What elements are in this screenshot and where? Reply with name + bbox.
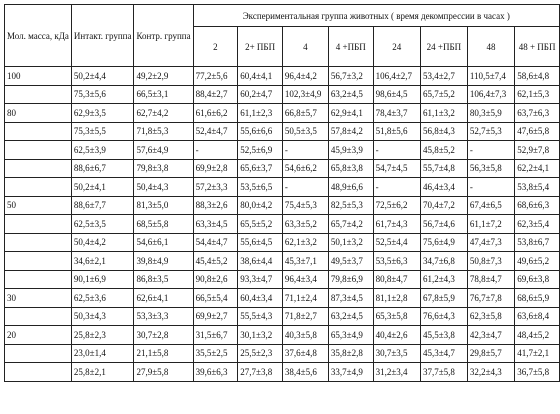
value-cell: 57,8±4,2 xyxy=(328,122,373,141)
mol-mass-cell xyxy=(5,85,72,104)
value-cell: 62,5±3,6 xyxy=(71,289,134,308)
value-cell: 63,3±4,5 xyxy=(193,215,238,234)
value-cell: 110,5±7,4 xyxy=(467,67,514,86)
col-header-mol-mass: Мол. масса, кДа xyxy=(5,5,72,67)
col-header-time: 4 +ПБП xyxy=(328,27,373,67)
value-cell: 88,6±7,7 xyxy=(71,196,134,215)
value-cell: 30,1±3,2 xyxy=(238,326,283,345)
value-cell: 90,1±6,9 xyxy=(71,270,134,289)
value-cell: 60,2±4,7 xyxy=(238,85,283,104)
value-cell: 78,8±4,7 xyxy=(467,270,514,289)
value-cell: - xyxy=(193,141,238,160)
value-cell: 62,6±4,1 xyxy=(134,289,193,308)
value-cell: 80,0±4,2 xyxy=(238,196,283,215)
value-cell: 40,4±2,6 xyxy=(373,326,420,345)
table-body xyxy=(5,67,560,382)
value-cell: 31,2±3,4 xyxy=(373,363,420,382)
value-cell: 38,6±4,4 xyxy=(238,252,283,271)
value-cell: 55,5±4,3 xyxy=(238,307,283,326)
value-cell: 48,9±6,6 xyxy=(328,178,373,197)
value-cell: 65,3±4,9 xyxy=(328,326,373,345)
table-row xyxy=(5,270,560,289)
value-cell: 77,2±5,6 xyxy=(193,67,238,86)
value-cell: 65,7±5,2 xyxy=(420,85,467,104)
value-cell: 71,1±2,4 xyxy=(282,289,328,308)
value-cell: 75,4±5,3 xyxy=(282,196,328,215)
value-cell: 55,6±6,6 xyxy=(238,122,283,141)
value-cell: 53,4±2,7 xyxy=(420,67,467,86)
header-row-1 xyxy=(5,5,560,27)
value-cell: 61,6±6,2 xyxy=(193,104,238,123)
mol-mass-cell xyxy=(5,307,72,326)
value-cell: 62,9±3,5 xyxy=(71,104,134,123)
value-cell: 62,5±3,9 xyxy=(71,141,134,160)
mol-mass-cell: 30 xyxy=(5,289,72,308)
table-row xyxy=(5,344,560,363)
table-row xyxy=(5,289,560,308)
value-cell: 63,3±5,2 xyxy=(282,215,328,234)
value-cell: 61,1±3,2 xyxy=(420,104,467,123)
table-row xyxy=(5,104,560,123)
value-cell: 45,3±7,1 xyxy=(282,252,328,271)
mol-mass-cell: 20 xyxy=(5,326,72,345)
value-cell: - xyxy=(282,178,328,197)
value-cell: 81,3±5,0 xyxy=(134,196,193,215)
value-cell: 68,6±6,3 xyxy=(515,196,560,215)
value-cell: 39,6±6,3 xyxy=(193,363,238,382)
value-cell: 62,5±3,5 xyxy=(71,215,134,234)
value-cell: 39,8±4,9 xyxy=(134,252,193,271)
mol-mass-cell: 100 xyxy=(5,67,72,86)
value-cell: 79,8±3,8 xyxy=(134,159,193,178)
mol-mass-cell xyxy=(5,252,72,271)
value-cell: 69,9±2,7 xyxy=(193,307,238,326)
value-cell: 75,6±4,9 xyxy=(420,233,467,252)
results-table xyxy=(4,4,560,382)
value-cell: 88,4±2,7 xyxy=(193,85,238,104)
value-cell: 49,2±2,9 xyxy=(134,67,193,86)
value-cell: 31,5±6,7 xyxy=(193,326,238,345)
value-cell: 57,6±4,9 xyxy=(134,141,193,160)
table-row xyxy=(5,363,560,382)
value-cell: 106,4±7,3 xyxy=(467,85,514,104)
value-cell: 63,7±6,3 xyxy=(515,104,560,123)
value-cell: 29,8±5,7 xyxy=(467,344,514,363)
value-cell: 49,5±3,7 xyxy=(328,252,373,271)
value-cell: 81,1±2,8 xyxy=(373,289,420,308)
mol-mass-cell xyxy=(5,363,72,382)
mol-mass-cell xyxy=(5,215,72,234)
value-cell: 58,6±4,8 xyxy=(515,67,560,86)
col-header-intact: Интакт. группа xyxy=(71,5,134,67)
value-cell: 34,7±6,8 xyxy=(420,252,467,271)
table-row xyxy=(5,85,560,104)
value-cell: 72,5±6,2 xyxy=(373,196,420,215)
value-cell: 46,4±3,4 xyxy=(420,178,467,197)
mol-mass-cell xyxy=(5,344,72,363)
mol-mass-cell: 80 xyxy=(5,104,72,123)
value-cell: 52,4±4,7 xyxy=(193,122,238,141)
value-cell: 68,5±5,8 xyxy=(134,215,193,234)
table-row xyxy=(5,215,560,234)
table-row xyxy=(5,178,560,197)
value-cell: 62,1±3,2 xyxy=(282,233,328,252)
value-cell: 60,4±3,4 xyxy=(238,289,283,308)
value-cell: 45,9±3,9 xyxy=(328,141,373,160)
value-cell: 56,8±4,3 xyxy=(420,122,467,141)
value-cell: 51,8±5,6 xyxy=(373,122,420,141)
value-cell: 42,3±4,7 xyxy=(467,326,514,345)
value-cell: 37,6±4,8 xyxy=(282,344,328,363)
value-cell: 71,8±5,3 xyxy=(134,122,193,141)
table-row xyxy=(5,326,560,345)
value-cell: 50,1±3,2 xyxy=(328,233,373,252)
value-cell: 98,6±4,5 xyxy=(373,85,420,104)
mol-mass-cell xyxy=(5,270,72,289)
value-cell: 37,7±5,8 xyxy=(420,363,467,382)
value-cell: 66,8±5,7 xyxy=(282,104,328,123)
value-cell: 45,5±3,8 xyxy=(420,326,467,345)
value-cell: 96,4±4,2 xyxy=(282,67,328,86)
value-cell: 96,4±3,4 xyxy=(282,270,328,289)
table-header xyxy=(5,5,560,67)
value-cell: 35,5±2,5 xyxy=(193,344,238,363)
mol-mass-cell xyxy=(5,141,72,160)
value-cell: 40,3±5,8 xyxy=(282,326,328,345)
value-cell: 88,6±6,7 xyxy=(71,159,134,178)
value-cell: 62,3±5,8 xyxy=(467,307,514,326)
value-cell: 41,7±2,1 xyxy=(515,344,560,363)
value-cell: 62,7±4,2 xyxy=(134,104,193,123)
value-cell: 25,8±2,3 xyxy=(71,326,134,345)
col-header-time: 48 xyxy=(467,27,514,67)
value-cell: 65,5±5,2 xyxy=(238,215,283,234)
value-cell: 25,5±2,3 xyxy=(238,344,283,363)
value-cell: 67,4±6,5 xyxy=(467,196,514,215)
value-cell: 62,9±4,1 xyxy=(328,104,373,123)
value-cell: 35,8±2,8 xyxy=(328,344,373,363)
value-cell: 53,5±6,3 xyxy=(373,252,420,271)
value-cell: 57,2±3,3 xyxy=(193,178,238,197)
value-cell: 56,3±5,8 xyxy=(467,159,514,178)
col-header-time: 24 +ПБП xyxy=(420,27,467,67)
col-header-time: 4 xyxy=(282,27,328,67)
value-cell: 60,4±4,1 xyxy=(238,67,283,86)
value-cell: 76,6±4,3 xyxy=(420,307,467,326)
value-cell: 50,2±4,4 xyxy=(71,67,134,86)
table-row xyxy=(5,252,560,271)
value-cell: 53,3±3,3 xyxy=(134,307,193,326)
value-cell: 52,7±5,3 xyxy=(467,122,514,141)
value-cell: 27,7±3,8 xyxy=(238,363,283,382)
value-cell: 65,6±3,7 xyxy=(238,159,283,178)
col-header-time: 2 xyxy=(193,27,238,67)
value-cell: 63,2±4,5 xyxy=(328,307,373,326)
value-cell: - xyxy=(467,141,514,160)
value-cell: 66,5±3,1 xyxy=(134,85,193,104)
value-cell: 47,4±7,3 xyxy=(467,233,514,252)
value-cell: 52,5±4,4 xyxy=(373,233,420,252)
value-cell: 54,6±6,1 xyxy=(134,233,193,252)
mol-mass-cell xyxy=(5,178,72,197)
value-cell: 25,8±2,1 xyxy=(71,363,134,382)
col-header-experimental-group: Экспериментальная группа животных ( время декомпрессии в часах ) xyxy=(193,5,559,27)
value-cell: 27,9±5,8 xyxy=(134,363,193,382)
value-cell: 36,7±5,8 xyxy=(515,363,560,382)
value-cell: 61,1±7,2 xyxy=(467,215,514,234)
value-cell: 62,3±5,4 xyxy=(515,215,560,234)
value-cell: 70,4±7,2 xyxy=(420,196,467,215)
value-cell: 80,3±5,9 xyxy=(467,104,514,123)
value-cell: - xyxy=(373,178,420,197)
value-cell: 79,8±6,9 xyxy=(328,270,373,289)
mol-mass-cell xyxy=(5,159,72,178)
value-cell: 50,8±7,3 xyxy=(467,252,514,271)
value-cell: 54,4±4,7 xyxy=(193,233,238,252)
value-cell: 50,4±4,3 xyxy=(134,178,193,197)
value-cell: 50,2±4,1 xyxy=(71,178,134,197)
value-cell: 86,8±3,5 xyxy=(134,270,193,289)
value-cell: 52,5±6,9 xyxy=(238,141,283,160)
value-cell: 69,6±3,8 xyxy=(515,270,560,289)
value-cell: 30,7±3,5 xyxy=(373,344,420,363)
value-cell: 23,0±1,4 xyxy=(71,344,134,363)
value-cell: 56,7±4,6 xyxy=(420,215,467,234)
table-row xyxy=(5,159,560,178)
value-cell: 54,6±6,2 xyxy=(282,159,328,178)
value-cell: 90,8±2,6 xyxy=(193,270,238,289)
mol-mass-cell xyxy=(5,122,72,141)
mol-mass-cell xyxy=(5,233,72,252)
value-cell: 93,3±4,7 xyxy=(238,270,283,289)
value-cell: 50,5±3,5 xyxy=(282,122,328,141)
value-cell: 52,9±7,8 xyxy=(515,141,560,160)
table-row xyxy=(5,307,560,326)
value-cell: 45,4±5,2 xyxy=(193,252,238,271)
value-cell: 50,3±4,3 xyxy=(71,307,134,326)
table-row xyxy=(5,196,560,215)
value-cell: 47,6±5,8 xyxy=(515,122,560,141)
table-row xyxy=(5,233,560,252)
value-cell: 30,7±2,8 xyxy=(134,326,193,345)
value-cell: 76,7±7,8 xyxy=(467,289,514,308)
value-cell: 102,3±4,9 xyxy=(282,85,328,104)
value-cell: 82,5±5,3 xyxy=(328,196,373,215)
value-cell: 53,5±6,5 xyxy=(238,178,283,197)
value-cell: 45,8±5,2 xyxy=(420,141,467,160)
value-cell: 33,7±4,9 xyxy=(328,363,373,382)
value-cell: 62,2±4,1 xyxy=(515,159,560,178)
value-cell: 78,4±3,7 xyxy=(373,104,420,123)
col-header-time: 48 + ПБП xyxy=(515,27,560,67)
value-cell: 65,3±5,8 xyxy=(373,307,420,326)
value-cell: 53,8±6,7 xyxy=(515,233,560,252)
value-cell: 65,8±3,8 xyxy=(328,159,373,178)
value-cell: - xyxy=(467,178,514,197)
value-cell: 87,3±4,5 xyxy=(328,289,373,308)
value-cell: 55,7±4,8 xyxy=(420,159,467,178)
value-cell: 61,7±4,3 xyxy=(373,215,420,234)
value-cell: 34,6±2,1 xyxy=(71,252,134,271)
value-cell: 66,5±5,4 xyxy=(193,289,238,308)
table-row xyxy=(5,141,560,160)
value-cell: 54,7±4,5 xyxy=(373,159,420,178)
value-cell: 55,6±4,5 xyxy=(238,233,283,252)
value-cell: 32,2±4,3 xyxy=(467,363,514,382)
value-cell: 65,7±4,2 xyxy=(328,215,373,234)
value-cell: 56,7±3,2 xyxy=(328,67,373,86)
col-header-time: 2+ ПБП xyxy=(238,27,283,67)
value-cell: 75,3±5,5 xyxy=(71,122,134,141)
col-header-control: Контр. группа xyxy=(134,5,193,67)
value-cell: 88,3±2,6 xyxy=(193,196,238,215)
value-cell: 53,8±5,4 xyxy=(515,178,560,197)
results-table-container xyxy=(4,4,560,382)
mol-mass-cell: 50 xyxy=(5,196,72,215)
value-cell: 38,4±5,6 xyxy=(282,363,328,382)
value-cell: - xyxy=(373,141,420,160)
value-cell: 62,1±5,3 xyxy=(515,85,560,104)
value-cell: 48,4±5,2 xyxy=(515,326,560,345)
value-cell: 80,8±4,7 xyxy=(373,270,420,289)
value-cell: 61,1±2,3 xyxy=(238,104,283,123)
value-cell: 106,4±2,7 xyxy=(373,67,420,86)
value-cell: 49,6±5,2 xyxy=(515,252,560,271)
value-cell: 61,2±4,3 xyxy=(420,270,467,289)
value-cell: 69,9±2,8 xyxy=(193,159,238,178)
value-cell: 68,6±5,9 xyxy=(515,289,560,308)
value-cell: 50,4±4,2 xyxy=(71,233,134,252)
value-cell: 75,3±5,6 xyxy=(71,85,134,104)
value-cell: 45,3±4,7 xyxy=(420,344,467,363)
value-cell: 67,8±5,9 xyxy=(420,289,467,308)
value-cell: 63,2±4,5 xyxy=(328,85,373,104)
table-row xyxy=(5,122,560,141)
col-header-time: 24 xyxy=(373,27,420,67)
table-row xyxy=(5,67,560,86)
value-cell: 71,8±2,7 xyxy=(282,307,328,326)
value-cell: - xyxy=(282,141,328,160)
value-cell: 21,1±5,8 xyxy=(134,344,193,363)
value-cell: 63,6±8,4 xyxy=(515,307,560,326)
